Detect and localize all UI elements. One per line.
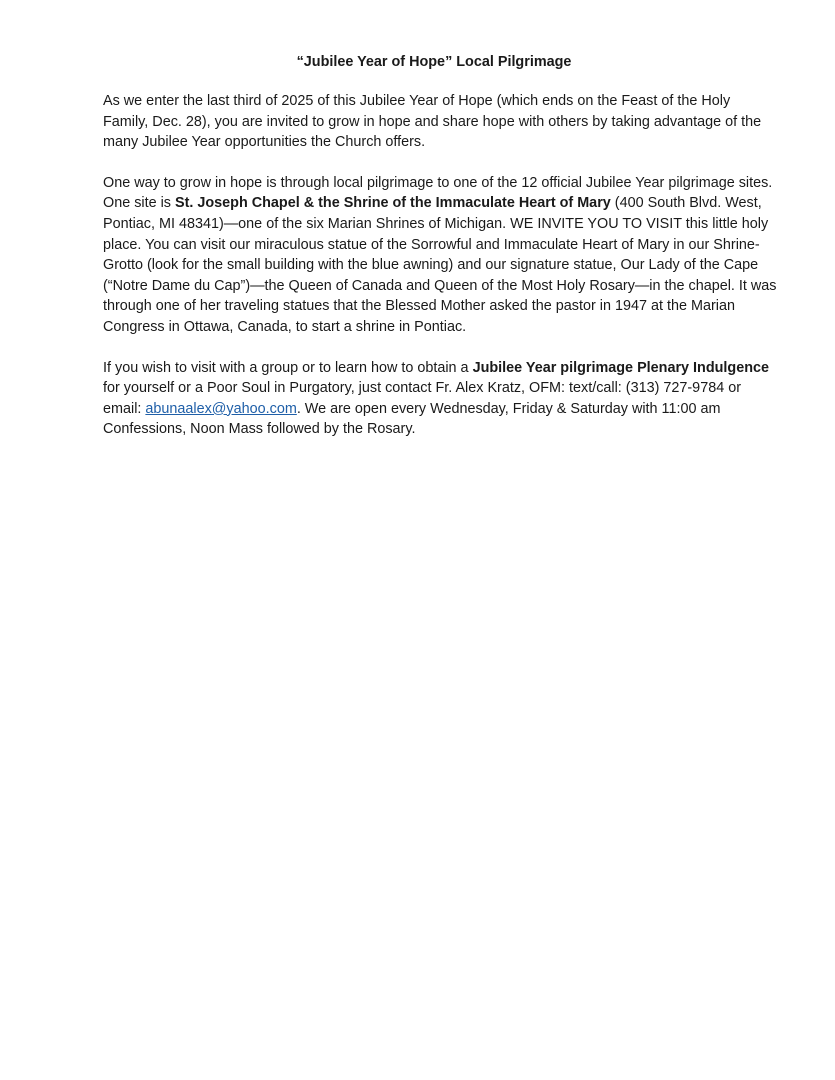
- email-link[interactable]: abunaalex@yahoo.com: [145, 400, 297, 417]
- plenary-indulgence-label: Jubilee Year pilgrimage Plenary Indulgence: [472, 359, 770, 376]
- paragraph-contact-text-start: If you wish to visit with a group or to learn how to obtain a: [103, 359, 473, 376]
- paragraph-intro: [103, 91, 779, 153]
- shrine-name: St. Joseph Chapel & the Shrine of the Immaculate Heart of Mary: [174, 195, 611, 212]
- paragraph-contact-text-end: . We are open every Wednesday, Friday & Saturday with 11:00 am Confessions, Noon Mass followed by the Rosary.: [103, 400, 721, 438]
- paragraph-site-text-start: One way to grow in hope is through local pilgrimage to one of the 12 official Jubilee Year pilgrimage sites. One site is: [103, 174, 773, 212]
- paragraph-site-text-end: (400 South Blvd. West, Pontiac, MI 48341)—one of the six Marian Shrines of Michigan. WE INVITE YOU TO VISIT this little holy place. You can visit our miraculous statue of the Sorrowful and Immaculate Heart of Mary in our Shrine-Grotto (look for the small building with the blue awning) and our signature statue, Our Lady of the Cape (“Notre Dame du Cap”)—the Queen of Canada and Queen of the Most Holy Rosary—in the chapel. It was through one of her traveling statues that the Blessed Mother asked the pastor in 1947 at the Marian Congress in Ottawa, Canada, to start a shrine in Pontiac.: [103, 195, 777, 335]
- paragraph-intro-text: As we enter the last third of 2025 of this Jubilee Year of Hope (which ends on the Feast of the Holy Family, Dec. 28), you are invited to grow in hope and share hope with others by taking advantage of the many Jubilee Year opportunities the Church offers.: [103, 93, 762, 151]
- page-title: “Jubilee Year of Hope” Local Pilgrimage: [296, 54, 572, 70]
- paragraph-pilgrimage-site: [103, 173, 779, 338]
- paragraph-contact-text-middle: for yourself or a Poor Soul in Purgatory, just contact Fr. Alex Kratz, OFM: text/call: (313) 727-9784 or email:: [103, 380, 741, 417]
- paragraph-contact: [103, 358, 779, 440]
